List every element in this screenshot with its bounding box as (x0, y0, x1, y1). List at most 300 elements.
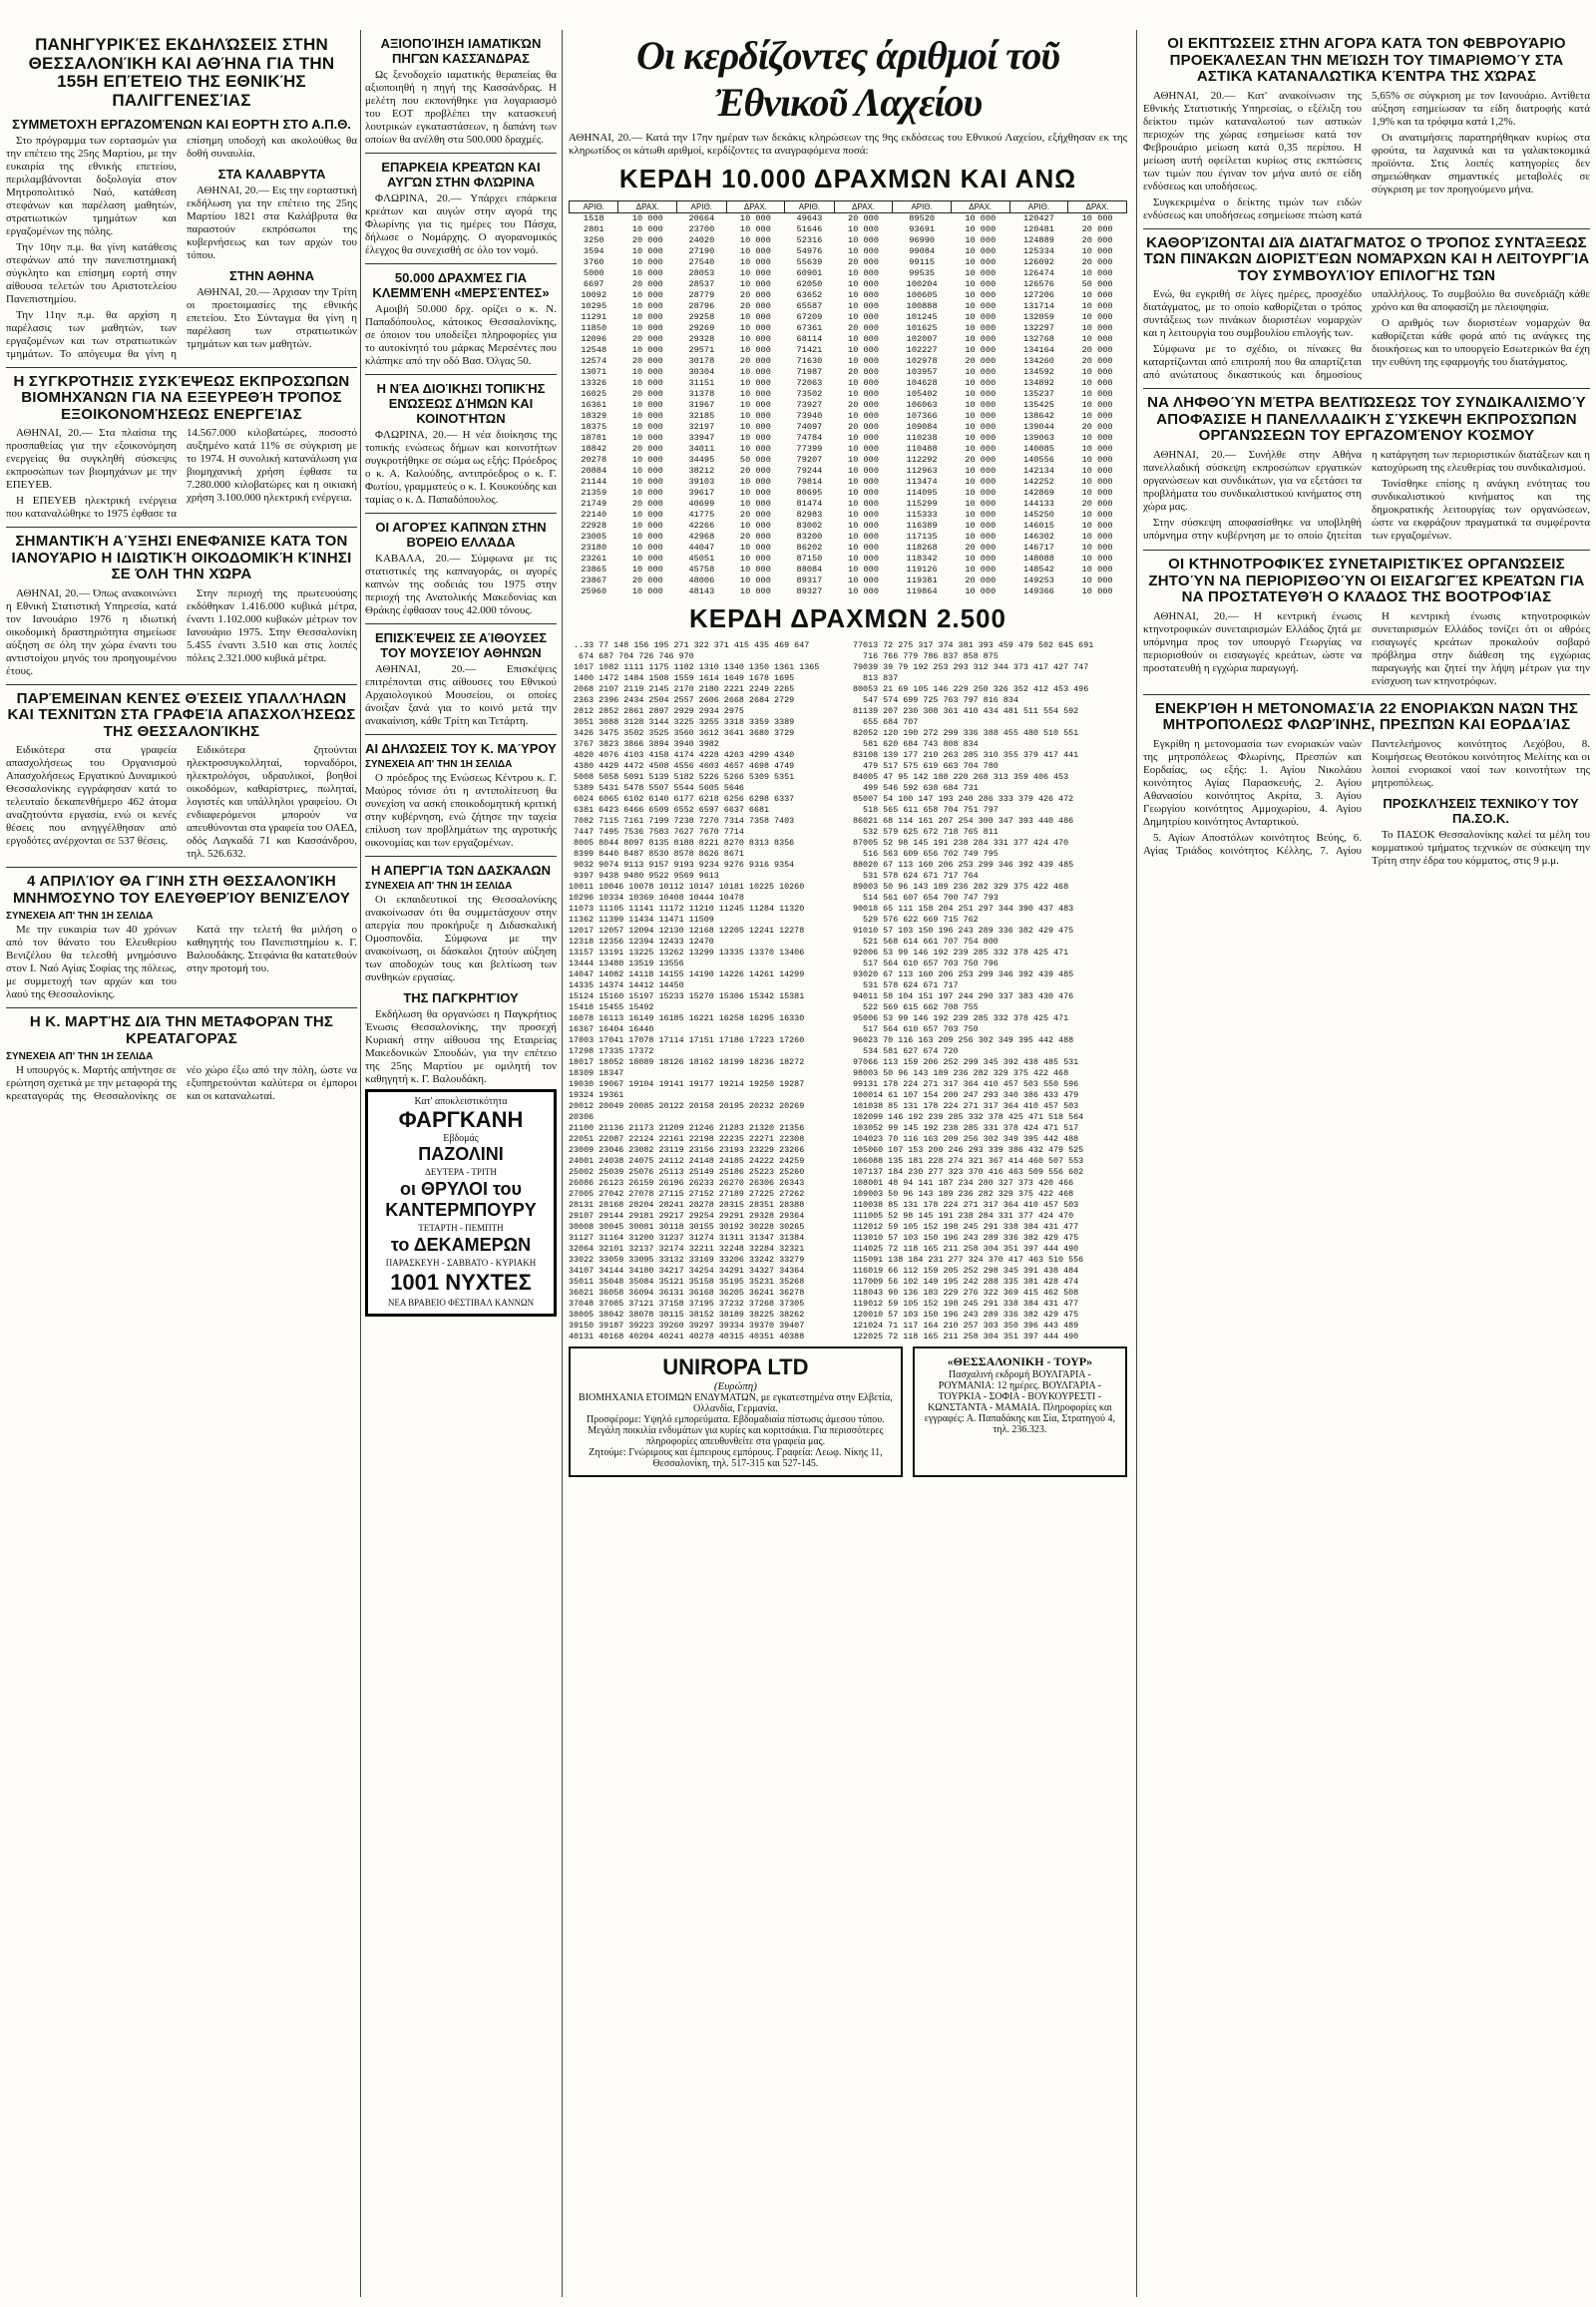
column-3-lottery (569, 30, 1127, 2297)
table-row (570, 257, 1127, 268)
table-cell: 20 000 (1081, 235, 1113, 245)
table-cell: 87150 (796, 554, 823, 564)
article-paragraph: Η υπουργός κ. Μαρτής απήντησε σε ερώτηση σχετικά με την μεταφορά της κρεαταγοράς της Θεσσαλονίκης σε νέο χώρο έξω από την πόλη, ώστε να εξυπηρετούνται καλύτερα οι έμποροι και οι καταναλωταί. (6, 1064, 357, 1103)
table-cell: 10 000 (1081, 433, 1113, 443)
lottery-heading-10000: ΚΕΡΔΗ 10.000 ΔΡΑΧΜΩΝ ΚΑΙ ΑΝΩ (618, 164, 1077, 193)
table-cell: 20 000 (739, 290, 771, 300)
ad-days: ΠΑΡΑΣΚΕΥΗ - ΣΑΒΒΑΤΟ - ΚΥΡΙΑΚΗ (385, 1258, 537, 1268)
table-row (570, 466, 1127, 477)
table-cell: 11291 (581, 312, 607, 322)
table-cell: 5000 (583, 268, 604, 278)
table-cell: 148542 (1022, 565, 1054, 575)
table-cell: 34011 (688, 444, 715, 454)
table-cell: 110488 (906, 444, 938, 454)
table-cell: 10 000 (965, 301, 997, 311)
ad-days: ΤΕΤΑΡΤΗ - ΠΕΜΠΤΗ (418, 1223, 504, 1233)
table-row (570, 477, 1127, 488)
table-cell: 10 000 (848, 499, 879, 509)
number-block-right: 77013 72 275 317 374 381 393 459 479 502 645 691 716 766 779 786 837 858 875 79039 39 79 192 253 293 312 344 373 417 427 747 813 837 80053 21 69 105 146 229 250 326 352 412 453 496 547 574 699 725 763 797 816 834 81139 207 230 308 361 410 434 481 511 554 592 655 684 707 82052 120 190 272 299 336 388 455 480 510 551 581 620 684 743 808 834 83108 139 177 210 263 285 310 355 379 417 441 479 517 575 619 663 704 780 84005 47 95 142 188 220 268 313 359 406 453 499 546 592 638 684 731 85007 54 100 147 193 240 286 333 379 426 472 518 565 611 658 704 751 797 86021 68 114 161 207 254 300 347 393 440 486 532 579 625 672 718 765 811 87005 52 98 145 191 238 284 331 377 424 470 516 563 609 656 702 749 795 88020 67 113 160 206 253 299 346 392 439 485 531 578 624 671 717 764 89003 50 96 143 189 236 282 329 375 422 468 514 561 607 654 700 747 793 90018 65 111 158 204 251 297 344 390 437 483 529 576 622 669 715 762 91010 57 103 150 196 243 289 336 382 429 475 521 568 614 661 707 754 800 92006 53 99 146 192 239 285 332 378 425 471 517 564 610 657 703 750 796 93020 67 113 160 206 253 299 346 392 439 485 531 578 624 671 717 94011 58 104 151 197 244 290 337 383 430 476 522 569 615 662 708 755 95006 53 99 146 192 239 285 332 378 425 471 517 564 610 657 703 750 96023 70 116 163 209 256 302 349 395 442 488 534 581 627 674 720 97066 113 159 206 252 299 345 392 438 485 531 98003 50 96 143 189 236 282 329 375 422 468 99131 178 224 271 317 364 410 457 503 550 596 100014 61 107 154 200 247 293 340 386 433 479 101038 85 131 178 224 271 317 364 410 457 503 102099 146 192 239 285 332 378 425 471 518 564 103052 99 145 192 238 285 331 378 424 471 517 104023 70 116 163 209 256 302 349 395 442 488 105060 107 153 200 246 293 339 386 432 479 525 106088 135 181 228 274 321 367 414 460 507 553 107137 184 230 277 323 370 416 463 509 556 602 108001 48 94 141 187 234 280 327 373 420 466 109003 50 96 143 189 236 282 329 375 422 468 110038 85 131 178 224 271 317 364 410 457 503 111005 52 98 145 191 238 284 331 377 424 470 112012 59 105 152 198 245 291 338 384 431 477 113010 57 103 150 196 243 289 336 382 429 475 114025 72 118 165 211 258 304 351 397 444 490 115091 138 184 231 277 324 370 417 463 510 556 116019 66 112 159 205 252 298 345 391 438 484 117009 56 102 149 195 242 288 335 381 428 474 118043 90 136 183 229 276 322 369 415 462 508 119012 59 105 152 198 245 291 338 384 431 477 120010 57 103 150 196 243 289 336 382 429 475 121024 71 117 164 210 257 303 350 396 443 489 122025 72 118 165 211 258 304 351 397 444 490 (853, 640, 1094, 1339)
table-cell: 20 000 (1081, 224, 1113, 234)
table-cell: 20 000 (739, 356, 771, 366)
table-cell: 10 000 (1081, 367, 1113, 377)
article-unions (1143, 449, 1590, 545)
article-paragraph: ΦΛΩΡΙΝΑ, 20.— Υπάρχει επάρκεια κρεάτων και αυγών στην αγορά της Φλωρίνης για τις ημέρες του Πάσχα, δήλωσε ο Νομάρχης. Ο αγορανομικός έλεγχος θα συνεχισθή σε όλο τον νομό. (365, 192, 557, 256)
table-cell: 28779 (688, 290, 715, 300)
table-cell: 1518 (583, 213, 604, 223)
table-cell: 10 000 (739, 224, 771, 234)
table-cell: 10 000 (631, 510, 663, 520)
table-cell: 10 000 (965, 466, 997, 476)
article-paragraph: Τονίσθηκε επίσης η ανάγκη ενότητας του συνδικαλιστικού κινήματος και της δημοκρατικής λειτουργίας των οργανώσεων, ώστε να εκφράζουν πραγματικά τα συμφέροντα των εργαζομένων. (1372, 477, 1590, 542)
table-cell: 116389 (906, 521, 938, 531)
table-cell: 40699 (688, 499, 715, 509)
table-cell: 20 000 (848, 323, 879, 333)
article-paragraph: Οι ανατιμήσεις παρατηρήθηκαν κυρίως στα φρούτα, τα λαχανικά και τα γαλακτοκομικά προϊόντα. Στις λοιπές κατηγορίες δεν σημειώθηκαν σημαντικές μεταβολές σε σύγκριση με τον προηγούμενο μήνα. (1372, 131, 1590, 195)
table-cell: 67209 (796, 312, 823, 322)
table-cell: 10 000 (631, 455, 663, 465)
table-cell: 23005 (581, 532, 607, 542)
column-header-number: ΑΡΙΘ. (677, 201, 726, 213)
table-cell: 22928 (581, 521, 607, 531)
article-paragraph: Αμοιβή 50.000 δρχ. ορίζει ο κ. Ν. Παπαδόπουλος, κάτοικος Θεσσαλονίκης, σε όποιον του υποδείξει πληροφορίες για το αυτοκίνητό του μάρκας Μερσέντες που κλάπηκε από την οδό Βασ. Όλγας 50. (365, 303, 557, 367)
table-cell: 146717 (1022, 543, 1054, 553)
article-paragraph: Οι εκπαιδευτικοί της Θεσσαλονίκης ανακοίνωσαν ότι θα συμμετάσχουν στην απεργία που προκήρυξε η Διδασκαλική Ομοσπονδία. Σύμφωνα με την ανακοίνωση, οι δάσκαλοι ζητούν αύξηση των αποδοχών τους και βελτίωση των συνθηκών εργασίας. (365, 894, 557, 983)
table-cell: 142134 (1022, 466, 1054, 476)
table-cell: 134164 (1022, 345, 1054, 355)
table-cell: 149366 (1022, 586, 1054, 596)
table-cell: 21144 (581, 477, 607, 487)
table-row (570, 268, 1127, 279)
cinema-advertisement (365, 1089, 557, 1317)
table-cell: 54976 (796, 246, 823, 256)
table-row (570, 576, 1127, 586)
table-cell: 49643 (796, 213, 823, 223)
table-cell: 10 000 (631, 466, 663, 476)
table-cell: 10 000 (739, 246, 771, 256)
article-paragraph: ΑΘΗΝΑΙ, 20.— Κατ' ανακοίνωσιν της Εθνικής Στατιστικής Υπηρεσίας, ο εξέλιξη του δείκτου τιμών καταναλωτού των αστικών περιοχών της χώρας εσημείωσε κατά τον Φεβρουάριο μείωση κατά 0,35 περίπου. Η μείωση αυτή οφείλεται κυρίως στις εκπτώσεις των τιμών που έγιναν τον μήνα αυτό σε είδη ενδύσεως και υποδήσεως. (1143, 89, 1362, 192)
table-row (570, 323, 1127, 334)
ad-text: Πασχαλινή εκδρομή ΒΟΥΛΓΑΡΙΑ - ΡΟΥΜΑΝΙΑ: 12 ημέρες. ΒΟΥΛΓΑΡΙΑ - ΤΟΥΡΚΙΑ - ΣΟΦΙΑ - ΒΟΥΚΟΥΡΕΣΤΙ - ΚΩΝΣΤΑΝΤΑ - ΜΑΜΑΙΑ. Πληροφορίες και εγγραφές: Α. Παπαδάκης και Σία, Στρατηγού 4, τηλ. 236.323. (924, 1369, 1115, 1435)
article-paragraph: Η ΕΠΕΥΕΒ ηλεκτρική ενέργεια που καταναλώθηκε το 1975 έφθασε τα 14.567.000 κιλοβατώρες, ποσοστό αυξημένο κατά 11% σε σύγκριση με το 1974. Η συνολική κατανάλωση για βιομηχανική χρήση έφθασε τα 7.280.000 κιλοβατώρες και η οικιακή χρήση 3.100.000 ηλεκτρική ενέργεια. (6, 427, 357, 521)
table-cell: 10 000 (1081, 543, 1113, 553)
table-row (570, 488, 1127, 499)
table-cell: 20 000 (848, 257, 879, 267)
article-celebrations (6, 135, 357, 361)
table-cell: 20 000 (739, 532, 771, 542)
table-cell: 12574 (581, 356, 607, 366)
column-header-number: ΑΡΙΘ. (1009, 201, 1068, 213)
table-cell: 119381 (906, 576, 938, 585)
table-cell: 10 000 (848, 532, 879, 542)
table-cell: 21359 (581, 488, 607, 498)
table-cell: 71421 (796, 345, 823, 355)
table-row (570, 389, 1127, 400)
table-cell: 67361 (796, 323, 823, 333)
headline-florina-meat: ΕΠΆΡΚΕΙΑ ΚΡΕΆΤΩΝ ΚΑΙ ΑΥΓΏΝ ΣΤΗΝ ΦΛΏΡΙΝΑ (381, 160, 541, 190)
table-cell: 10 000 (965, 532, 997, 542)
table-cell: 22140 (581, 510, 607, 520)
table-cell: 79244 (796, 466, 823, 476)
film-title: το ΔΕΚΑΜΕΡΩΝ (390, 1235, 532, 1255)
table-cell: 10 000 (631, 323, 663, 333)
column-header-number: ΑΡΙΘ. (570, 201, 618, 213)
table-cell: 12096 (581, 334, 607, 344)
table-cell: 113474 (906, 477, 938, 487)
table-cell: 10 000 (631, 246, 663, 256)
table-cell: 10 000 (965, 510, 997, 520)
divider (6, 367, 357, 368)
table-cell: 10 000 (631, 312, 663, 322)
ad-text: ΒΙΟΜΗΧΑΝΙΑ ΕΤΟΙΜΩΝ ΕΝΔΥΜΑΤΩΝ, με εγκατεστημένα στην Ελβετία, Ολλανδία, Γερμανία. (579, 1392, 893, 1414)
table-cell: 115299 (906, 499, 938, 509)
table-cell: 74784 (796, 433, 823, 443)
table-cell: 10 000 (965, 257, 997, 267)
table-cell: 79207 (796, 455, 823, 465)
table-cell: 30178 (688, 356, 715, 366)
section-label: ΣΤΗΝ ΑΘΗΝΑ (229, 267, 314, 283)
table-cell: 10 000 (965, 367, 997, 377)
table-row (570, 444, 1127, 455)
column-header-number: ΑΡΙΘ. (785, 201, 834, 213)
table-cell: 102007 (906, 334, 938, 344)
table-cell: 51646 (796, 224, 823, 234)
table-cell: 23867 (581, 576, 607, 585)
ad-days: ΔΕΥΤΕΡΑ - ΤΡΙΤΗ (425, 1167, 497, 1177)
table-cell: 132059 (1022, 312, 1054, 322)
table-cell: 71630 (796, 356, 823, 366)
table-cell: 117135 (906, 532, 938, 542)
table-cell: 79814 (796, 477, 823, 487)
article-paragraph: ΑΘΗΝΑΙ, 20.— Όπως ανακοινώνει η Εθνική Στατιστική Υπηρεσία, κατά τον Ιανουάριο 1976 η ιδιωτική οικοδομική δραστηριότητα σημείωσε αύξηση σε όλη την χώρα έναντι του αντιστοίχου μηνός του προηγουμένου έτους. (6, 586, 177, 677)
table-cell: 10 000 (1081, 488, 1113, 498)
table-row (570, 411, 1127, 422)
table-cell: 10 000 (848, 576, 879, 585)
divider (6, 684, 357, 685)
table-cell: 10 000 (739, 400, 771, 410)
table-cell: 134592 (1022, 367, 1054, 377)
table-cell: 139063 (1022, 433, 1054, 443)
table-cell: 125334 (1022, 246, 1054, 256)
film-title: 1001 ΝΥΧΤΕΣ (390, 1270, 532, 1295)
article-paragraph: Ο αριθμός των διοριστέων νομαρχών θα καθορίζεται κάθε φορά από τις ανάγκες της διοικήσεως και το υπουργείο Εσωτερικών θα έχη την ευθύνη της εφαρμογής του διατάγματος. (1372, 317, 1590, 368)
table-cell: 29571 (688, 345, 715, 355)
article-paragraph: Εκδήλωση θα οργανώσει η Παγκρήτιος Ένωσις Θεσσαλονίκης, την προσεχή Κυριακή στην αίθουσα της Εταιρείας Μακεδονικών Σπουδών, για την επέτειο της 25ης Μαρτίου με ομιλητή τον καθηγητή κ. Γ. Βαλουδάκη. (365, 1008, 557, 1085)
headline-municipalities: Η ΝΈΑ ΔΙΟΊΚΗΣΙ ΤΟΠΙΚΉΣ ΕΝΏΣΕΩΣ ΔΉΜΩΝ ΚΑΙ ΚΟΙΝΟΤΉΤΩΝ (376, 381, 546, 426)
table-cell: 10 000 (631, 367, 663, 377)
table-cell: 20 000 (848, 213, 879, 223)
ad-title: «ΘΕΣΣΑΛΟΝΙΚΗ - ΤΟΥΡ» (947, 1354, 1093, 1368)
table-cell: 10 000 (965, 334, 997, 344)
table-cell: 10 000 (631, 257, 663, 267)
table-cell: 10 000 (631, 543, 663, 553)
table-cell: 10 000 (848, 466, 879, 476)
table-cell: 10 000 (965, 378, 997, 388)
table-row (570, 543, 1127, 554)
table-cell: 107366 (906, 411, 938, 421)
table-cell: 10295 (581, 301, 607, 311)
table-cell: 109084 (906, 422, 938, 432)
table-cell: 24020 (688, 235, 715, 245)
section-label: ΣΤΑ ΚΑΛΑΒΡΥΤΑ (217, 166, 326, 182)
table-row (570, 455, 1127, 466)
article-paragraph: Την 11ην π.μ. θα αρχίση η παρέλασις των μαθητών, των εργαζομένων και των στρατιωτικών τμημάτων. Το απόγευμα θα γίνη η επίσημη υποδοχή και ακολούθως θα δοθή συναυλία. (6, 134, 357, 360)
table-cell: 18329 (581, 411, 607, 421)
headline-churches: ΕΝΕΚΡΊΘΗ Η ΜΕΤΟΝΟΜΑΣΊΑ 22 ΕΝΟΡΙΑΚΏΝ ΝΑΏΝ ΤΗΣ ΜΗΤΡΟΠΌΛΕΩΣ ΦΛΩΡΊΝΗΣ, ΠΡΕΣΠΏΝ ΚΑΙ ΕΟΡΔΑΊΑΣ (1154, 699, 1579, 733)
table-cell: 110238 (906, 433, 938, 443)
article-paragraph: Με την ευκαιρία των 40 χρόνων από τον θάνατο του Ελευθερίου Βενιζέλου θα τελεσθή μνημόσυνο στον Ι. Ναό Αγίας Σοφίας της πόλεως, με συμμετοχή των αρχών και του λαού της Θεσσαλονίκης. (6, 924, 177, 1001)
table-cell: 10 000 (965, 312, 997, 322)
headline-unions: ΝΑ ΛΗΦΘΟΎΝ ΜΈΤΡΑ ΒΕΛΤΙΏΣΕΩΣ ΤΟΥ ΣΥΝΔΙΚΑΛΙΣΜΟΎ ΑΠΟΦΆΣΙΣΕ Η ΠΑΝΕΛΛΑΔΙΚΉ ΣΎΣΚΕΨΗ ΕΚΠΡΟΣΏΠΩΝ ΟΡΓΑΝΏΣΕΩΝ ΤΟΥ ΕΡΓΑΖΟΜΈΝΟΥ ΚΌΣΜΟΥ (1147, 394, 1586, 444)
table-cell: 10 000 (631, 433, 663, 443)
headline-pancretan: ΤΗΣ ΠΑΓΚΡΗΤΊΟΥ (403, 990, 519, 1005)
article-paragraph: ΚΑΒΑΛΑ, 20.— Σύμφωνα με τις στατιστικές της καπναγοράς, οι αγορές καπνών της σοδειάς του 1975 στην περιοχή της Ανατολικής Μακεδονίας και Θράκης έφθασαν τους 42.000 τόνους. (365, 553, 557, 616)
table-cell: 10 000 (1081, 323, 1113, 333)
lottery-heading-2500: ΚΕΡΔΗ ΔΡΑΧΜΩΝ 2.500 (688, 603, 1007, 633)
headline-construction: ΣΗΜΑΝΤΙΚΉ ΑΎΞΗΣΙ ΕΝΕΦΆΝΙΣΕ ΚΑΤΆ ΤΟΝ ΙΑΝΟΥΆΡΙΟ Η ΙΔΙΩΤΙΚΉ ΟΙΚΟΔΟΜΙΚΉ ΚΊΝΗΣΙ ΣΕ ΌΛΗ ΤΗΝ ΧΏΡΑ (11, 533, 352, 583)
column-rule (360, 30, 361, 2297)
table-cell: 23261 (581, 554, 607, 564)
article-venizelos (6, 924, 357, 1001)
table-cell: 10 000 (631, 586, 663, 596)
table-cell: 10 000 (965, 499, 997, 509)
table-cell: 119126 (906, 565, 938, 575)
divider (365, 263, 557, 264)
divider (365, 734, 557, 735)
table-row (570, 510, 1127, 521)
table-cell: 10 000 (848, 433, 879, 443)
table-cell: 82983 (796, 510, 823, 520)
article-paragraph: Ενώ, θα εγκριθή σε λίγες ημέρες, προσχέδιο διατάγματος, με το οποίο καθορίζεται ο τρόπος συντάξεως των πινάκων διοριστέων νομαρχών και η λειτουργία του συμβουλίου επιλογής των. (1143, 288, 1362, 339)
table-cell: 10 000 (739, 389, 771, 399)
table-cell: 10 000 (739, 268, 771, 278)
article-paragraph: Εγκρίθη η μετονομασία των ενοριακών ναών της μητροπόλεως Φλωρίνης, Πρεσπών και Εορδαίας, ως εξής: 1. Αγίου Νικολάου κοινότητος Αγίας Παρασκευής, 2. Αγίου Αθανασίου κοινότητος Ακρίτα, 3. Αγίου Γεωργίου κοινότητος Αμμοχωρίου, 4. Αγίου Δημητρίου κοινότητος Ανταρτικού. (1143, 737, 1362, 828)
column-1 (6, 30, 357, 2297)
table-cell: 10 000 (965, 554, 997, 564)
column-header-drachmas: ΔΡΑΧ. (951, 201, 1009, 213)
table-cell: 93691 (909, 224, 936, 234)
table-cell: 6697 (583, 279, 604, 289)
table-cell: 10 000 (1081, 411, 1113, 421)
table-cell: 99535 (909, 268, 936, 278)
column-rule (1136, 30, 1137, 2297)
article-churches (1143, 738, 1590, 868)
table-cell: 20 000 (1081, 499, 1113, 509)
table-cell: 10 000 (848, 290, 879, 300)
table-cell: 10 000 (1081, 213, 1113, 223)
table-cell: 29258 (688, 312, 715, 322)
table-cell: 20 000 (965, 543, 997, 553)
pasok-notice (1372, 796, 1590, 868)
table-cell: 25960 (581, 586, 607, 596)
headline-celebrations: ΠΑΝΗΓΥΡΙΚΈΣ ΕΚΔΗΛΏΣΕΙΣ ΣΤΗΝ ΘΕΣΣΑΛΟΝΊΚΗ ΚΑΙ ΑΘΉΝΑ ΓΙΑ ΤΗΝ 155Η ΕΠΈΤΕΙΟ ΤΗΣ ΕΘΝΙΚΉΣ ΠΑΛΙΓΓΕΝΕΣΊΑΣ (28, 35, 335, 111)
table-cell: 27190 (688, 246, 715, 256)
table-row (570, 246, 1127, 257)
table-cell: 126092 (1022, 257, 1054, 267)
article-paragraph: Το ΠΑΣΟΚ Θεσσαλονίκης καλεί τα μέλη του κομματικού τμήματος τεχνικών σε σύσκεψη την Τρίτη στην έδρα του κόμματος, στις 9 μ.μ. (1372, 828, 1590, 867)
table-cell: 10 000 (739, 488, 771, 498)
table-cell: 135425 (1022, 400, 1054, 410)
table-cell: 20 000 (1081, 356, 1113, 366)
table-cell: 20 000 (631, 576, 663, 585)
table-cell: 60901 (796, 268, 823, 278)
column-header-drachmas: ΔΡΑΧ. (726, 201, 785, 213)
table-cell: 68114 (796, 334, 823, 344)
table-cell: 10 000 (1081, 521, 1113, 531)
table-cell: 10 000 (1081, 586, 1113, 596)
film-title: οι ΘΡΥΛΟΙ του ΚΑΝΤΕΡΜΠΟΥΡΥ (385, 1179, 537, 1220)
table-cell: 10 000 (739, 444, 771, 454)
table-cell: 10 000 (1081, 378, 1113, 388)
table-cell: 134260 (1022, 356, 1054, 366)
table-cell: 10 000 (848, 521, 879, 531)
table-cell: 112292 (906, 455, 938, 465)
table-cell: 131714 (1022, 301, 1054, 311)
table-row (570, 224, 1127, 235)
table-cell: 10 000 (631, 554, 663, 564)
number-block-left: ..33 77 148 156 195 271 322 371 415 435 469 647 674 687 704 726 746 970 1017 1082 1111 1175 1182 1310 1340 1350 1361 1365 1400 1472 1484 1508 1559 1614 1649 1678 1695 2068 2107 2119 2145 2170 2180 2221 2249 2265 2363 2396 2434 2504 2557 2606 2668 2684 2729 2812 2852 2861 2897 2929 2934 2975 3051 3088 3128 3144 3225 3255 3318 3359 3389 3426 3475 3502 3525 3560 3612 3641 3680 3729 3767 3823 3866 3894 3940 3982 4020 4076 4103 4158 4174 4228 4263 4299 4340 4380 4429 4472 4508 4556 4603 4657 4698 4749 5008 5058 5091 5139 5182 5226 5266 5309 5351 5389 5431 5478 5507 5544 5605 5646 6024 6065 6102 6140 6177 6218 6256 6298 6337 6381 6423 6466 6509 6552 6597 6637 6681 7082 7115 7161 7199 7238 7270 7314 7358 7403 7447 7495 7536 7583 7627 7670 7714 8005 8044 8097 8135 8188 8221 8270 8313 8356 8399 8440 8487 8530 8578 8626 8671 9032 9074 9113 9157 9193 9234 9276 9316 9354 9397 9438 9480 9522 9569 9613 10011 10046 10078 10112 10147 10181 10225 10260 10296 10334 10369 10408 10444 10478 11073 11105 11141 11172 11210 11245 11284 11320 11362 11399 11434 11471 11509 12017 12057 12094 12130 12168 12205 12241 12278 12318 12356 12394 12433 12470 13157 13191 13225 13262 13299 13335 13370 13406 13444 13480 13519 13556 14047 14082 14118 14155 14190 14226 14261 14299 14335 14374 14412 14450 15124 15160 15197 15233 15270 15306 15342 15381 15418 15455 15492 16078 16113 16149 16185 16221 16258 16295 16330 16367 16404 16440 17003 17041 17078 17114 17151 17186 17223 17260 17298 17335 17372 18017 18052 18089 18126 18162 18199 18236 18272 18309 18347 19030 19067 19104 19141 19177 19214 19250 19287 19324 19361 20012 20049 20085 20122 20158 20195 20232 20269 20306 21100 21136 21173 21209 21246 21283 21320 21356 22051 22087 22124 22161 22198 22235 22271 22308 23009 23046 23082 23119 23156 23193 23229 23266 24001 24038 24075 24112 24148 24185 24222 24259 25002 25039 25076 25113 25149 25186 25223 25260 26086 26123 26159 26196 26233 26270 26306 26343 27005 27042 27078 27115 27152 27189 27225 27262 28131 28168 28204 28241 28278 28315 28351 28388 29107 29144 29181 29217 29254 29291 29328 29364 30008 30045 30081 30118 30155 30192 30228 30265 31127 31164 31200 31237 31274 31311 31347 31384 32064 32101 32137 32174 32211 32248 32284 32321 33022 33059 33095 33132 33169 33206 33242 33279 34107 34144 34180 34217 34254 34291 34327 34364 35011 35048 35084 35121 35158 35195 35231 35268 36021 36058 36094 36131 36168 36205 36241 36278 37048 37085 37121 37158 37195 37232 37268 37305 38005 38042 38078 38115 38152 38189 38225 38262 39150 39187 39223 39260 39297 39334 39370 39407 40131 40168 40204 40241 40278 40315 40351 40388 (569, 640, 820, 1339)
continued-label: ΣΥΝΕΧΕΙΑ ΑΠ' ΤΗΝ 1Η ΣΕΛΙΔΑ (365, 881, 513, 892)
table-cell: 10 000 (631, 422, 663, 432)
table-cell: 20 000 (965, 455, 997, 465)
table-cell: 10 000 (848, 488, 879, 498)
table-cell: 39617 (688, 488, 715, 498)
table-cell: 10 000 (1081, 466, 1113, 476)
table-cell: 27540 (688, 257, 715, 267)
table-cell: 100888 (906, 301, 938, 311)
table-cell: 127206 (1022, 290, 1054, 300)
table-cell: 10 000 (631, 488, 663, 498)
divider (365, 374, 557, 375)
column-header-drachmas: ΔΡΑΧ. (834, 201, 893, 213)
table-cell: 77399 (796, 444, 823, 454)
table-cell: 10 000 (848, 455, 879, 465)
headline-energy: Η ΣΥΓΚΡΌΤΗΣΙΣ ΣΥΣΚΈΨΕΩΣ ΕΚΠΡΟΣΏΠΩΝ ΒΙΟΜΗΧΆΝΩΝ ΓΙΑ ΝΑ ΕΞΕΥΡΕΘΉ ΤΡΌΠΟΣ ΕΞΟΙΚΟΝΟΜΉΣΕΩΣ ΕΝΕΡΓΕΊΑΣ (13, 372, 350, 423)
table-cell: 10 000 (631, 477, 663, 487)
table-cell: 33947 (688, 433, 715, 443)
table-cell: 10 000 (739, 499, 771, 509)
table-cell: 10 000 (965, 224, 997, 234)
table-cell: 32197 (688, 422, 715, 432)
article-discounts (1143, 90, 1590, 222)
table-cell: 10 000 (739, 477, 771, 487)
table-cell: 10 000 (631, 224, 663, 234)
table-row (570, 334, 1127, 345)
table-cell: 2801 (583, 224, 604, 234)
subheadline-celebrations: ΣΥΜΜΕΤΟΧΉ ΕΡΓΑΖΟΜΈΝΩΝ ΚΑΙ ΕΟΡΤΉ ΣΤΟ Α.Π.Θ. (12, 116, 351, 132)
table-cell: 10 000 (848, 586, 879, 596)
continued-label: ΣΥΝΕΧΕΙΑ ΑΠ' ΤΗΝ 1Η ΣΕΛΙΔΑ (365, 759, 513, 770)
headline-mercedes: 50.000 ΔΡΑΧΜΈΣ ΓΙΑ ΚΛΕΜΜΈΝΗ «ΜΕΡΣΈΝΤΕΣ» (372, 270, 550, 300)
article-paragraph: Ο πρόεδρος της Ενώσεως Κέντρου κ. Γ. Μαύρος τόνισε ότι η αντιπολίτευση θα συνεχίση να ασκή εποικοδομητική κριτική στην κυβέρνηση, ενώ ζήτησε την ταχεία επίλυση των προβλημάτων της αγροτικής οικονομίας και των εργαζομένων. (365, 772, 557, 849)
lottery-table (569, 200, 1127, 597)
headline-teachers-strike: Η ΑΠΕΡΓΊΑ ΤΩΝ ΔΑΣΚΆΛΩΝ (370, 863, 552, 878)
table-cell: 148088 (1022, 554, 1054, 564)
table-cell: 73927 (796, 400, 823, 410)
table-cell: 10 000 (848, 345, 879, 355)
table-cell: 20 000 (631, 279, 663, 289)
table-cell: 139044 (1022, 422, 1054, 432)
table-cell: 3760 (583, 257, 604, 267)
table-cell: 10 000 (848, 312, 879, 322)
table-cell: 45051 (688, 554, 715, 564)
table-cell: 10 000 (739, 543, 771, 553)
divider (365, 856, 557, 857)
table-cell: 10 000 (848, 543, 879, 553)
table-cell: 74097 (796, 422, 823, 432)
table-cell: 146302 (1022, 532, 1054, 542)
table-cell: 10 000 (848, 301, 879, 311)
table-cell: 81474 (796, 499, 823, 509)
table-cell: 10 000 (965, 477, 997, 487)
article-jobs (6, 744, 357, 861)
table-cell: 10 000 (739, 422, 771, 432)
table-cell: 10 000 (739, 345, 771, 355)
table-row (570, 312, 1127, 323)
table-cell: 10 000 (1081, 268, 1113, 278)
table-cell: 118268 (906, 543, 938, 553)
table-cell: 72063 (796, 378, 823, 388)
table-cell: 10 000 (1081, 510, 1113, 520)
table-cell: 10 000 (1081, 576, 1113, 585)
article-paragraph: Στην σύσκεψη αποφασίσθηκε να υποβληθή υπόμνημα στην κυβέρνηση με το οποίο ζητείται η κατάργηση των περιοριστικών διατάξεων και η κατοχύρωση της ελευθερίας του συνδικαλισμού. (1143, 448, 1590, 542)
table-cell: 10 000 (1081, 477, 1113, 487)
table-cell: 144133 (1022, 499, 1054, 509)
table-cell: 112963 (906, 466, 938, 476)
table-cell: 80695 (796, 488, 823, 498)
article-prefects (1143, 288, 1590, 382)
table-cell: 62050 (796, 279, 823, 289)
divider (6, 1007, 357, 1008)
table-cell: 3594 (583, 246, 604, 256)
table-cell: 20 000 (631, 334, 663, 344)
table-cell: 10 000 (965, 444, 997, 454)
table-cell: 10 000 (848, 510, 879, 520)
table-cell: 10 000 (965, 565, 997, 575)
table-cell: 10 000 (739, 257, 771, 267)
table-cell: 10 000 (848, 389, 879, 399)
table-row (570, 301, 1127, 312)
table-cell: 10 000 (1081, 565, 1113, 575)
table-cell: 105402 (906, 389, 938, 399)
table-cell: 10 000 (965, 488, 997, 498)
table-cell: 11850 (581, 323, 607, 333)
table-cell: 138642 (1022, 411, 1054, 421)
table-cell: 20 000 (1081, 345, 1113, 355)
article-energy (6, 427, 357, 521)
uniropa-advertisement (569, 1346, 903, 1477)
table-cell: 41775 (688, 510, 715, 520)
ads-row (569, 1339, 1127, 1485)
table-cell: 10 000 (848, 477, 879, 487)
table-cell: 10 000 (1081, 312, 1113, 322)
table-cell: 10 000 (631, 290, 663, 300)
table-cell: 10 000 (739, 433, 771, 443)
table-cell: 10 000 (631, 532, 663, 542)
table-cell: 23865 (581, 565, 607, 575)
table-cell: 120481 (1022, 224, 1054, 234)
table-cell: 73940 (796, 411, 823, 421)
ad-text: Εβδομάς (443, 1133, 479, 1144)
table-cell: 20 000 (965, 576, 997, 585)
table-cell: 63652 (796, 290, 823, 300)
table-cell: 106063 (906, 400, 938, 410)
table-cell: 29269 (688, 323, 715, 333)
column-header-number: ΑΡΙΘ. (893, 201, 952, 213)
table-cell: 100204 (906, 279, 938, 289)
article-paragraph: 5. Αγίων Αποστόλων κοινότητος Βεύης, 6. Αγίας Τριάδος κοινότητος Κέλλης, 7. Αγίου Παντελεήμονος κοινότητος Λεχόβου, 8. Κοιμήσεως Θεοτόκου κοινότητος Μελίτης και οι λοιποί ενοριακοί ναοί των κοινοτήτων της μητροπόλεως. (1143, 737, 1590, 857)
divider (1143, 388, 1590, 389)
table-cell: 10 000 (965, 586, 997, 596)
